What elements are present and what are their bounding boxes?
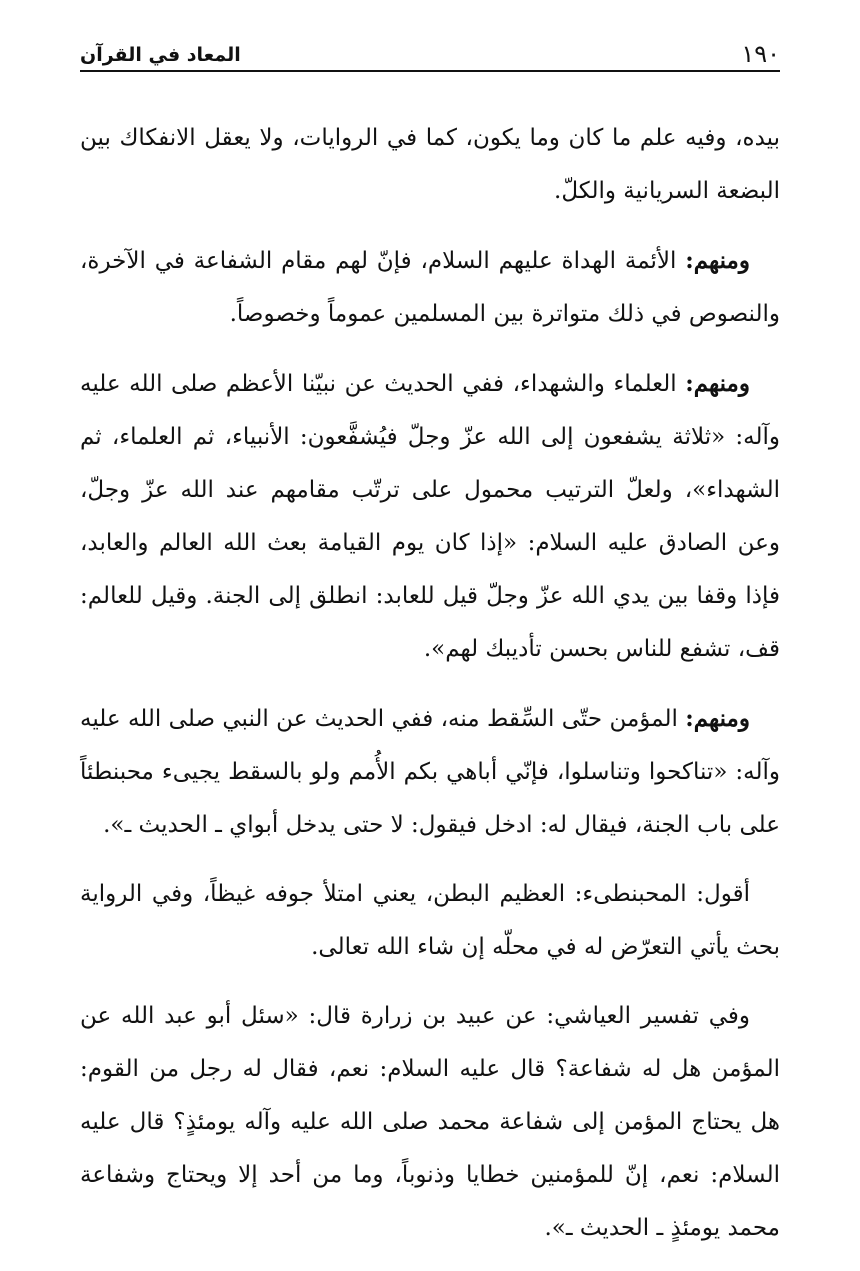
paragraph	[80, 990, 780, 1255]
paragraph-lead: ومنهم:	[685, 705, 750, 732]
paragraph-text: أقول: المحبنطىء: العظيم البطن، يعني امتلأ جوفه غيظاً، وفي الرواية بحث يأتي التعرّض له في محلّه إن شاء الله تعالى.	[80, 881, 780, 960]
paragraph-lead: ومنهم:	[685, 370, 750, 397]
paragraph	[80, 692, 780, 852]
paragraph	[80, 357, 780, 676]
running-header	[80, 30, 780, 72]
paragraph-text: بيده، وفيه علم ما كان وما يكون، كما في الروايات، ولا يعقل الانفكاك بين البضعة السريانية والكلّ.	[80, 125, 780, 204]
paragraph-lead: ومنهم:	[685, 247, 750, 274]
paragraph	[80, 112, 780, 218]
book-title: المعاد في القرآن	[80, 44, 241, 66]
paragraph	[80, 868, 780, 974]
paragraph-text: الأئمة الهداة عليهم السلام، فإنّ لهم مقام الشفاعة في الآخرة، والنصوص في ذلك متواترة بين المسلمين عموماً وخصوصاً.	[80, 248, 780, 327]
paragraph-text: المؤمن حتّى السِّقط منه، ففي الحديث عن النبي صلى الله عليه وآله: «تناكحوا وتناسلوا، فإنّي أباهي بكم الأُمم ولو بالسقط يجيىء محبنطئاً على باب الجنة، فيقال له: ادخل فيقول: لا حتى يدخل أبواي ـ الحديث ـ».	[80, 706, 780, 838]
paragraph-text: وفي تفسير العياشي: عن عبيد بن زرارة قال: «سئل أبو عبد الله عن المؤمن هل له شفاعة؟ قال عليه السلام: نعم، فقال له رجل من القوم: هل يحتاج المؤمن إلى شفاعة محمد صلى الله عليه وآله يومئذٍ؟ قال عليه السلام: نعم، إنّ للمؤمنين خطايا وذنوباً، وما من أحد إلا ويحتاج وشفاعة محمد يومئذٍ ـ الحديث ـ».	[80, 1003, 780, 1241]
paragraph	[80, 234, 780, 341]
page-body	[80, 112, 780, 1271]
page-number: ١٩٠	[741, 40, 780, 68]
paragraph-text: العلماء والشهداء، ففي الحديث عن نبيّنا الأعظم صلى الله عليه وآله: «ثلاثة يشفعون إلى الله عزّ وجلّ فيُشفَّعون: الأنبياء، ثم العلماء، ثم الشهداء»، ولعلّ الترتيب محمول على ترتّب مقامهم عند الله عزّ وجلّ، وعن الصادق عليه السلام: «إذا كان يوم القيامة بعث الله العالم والعابد، فإذا وقفا بين يدي الله عزّ وجلّ قيل للعابد: انطلق إلى الجنة. وقيل للعالم: قف، تشفع للناس بحسن تأديبك لهم».	[80, 371, 780, 662]
